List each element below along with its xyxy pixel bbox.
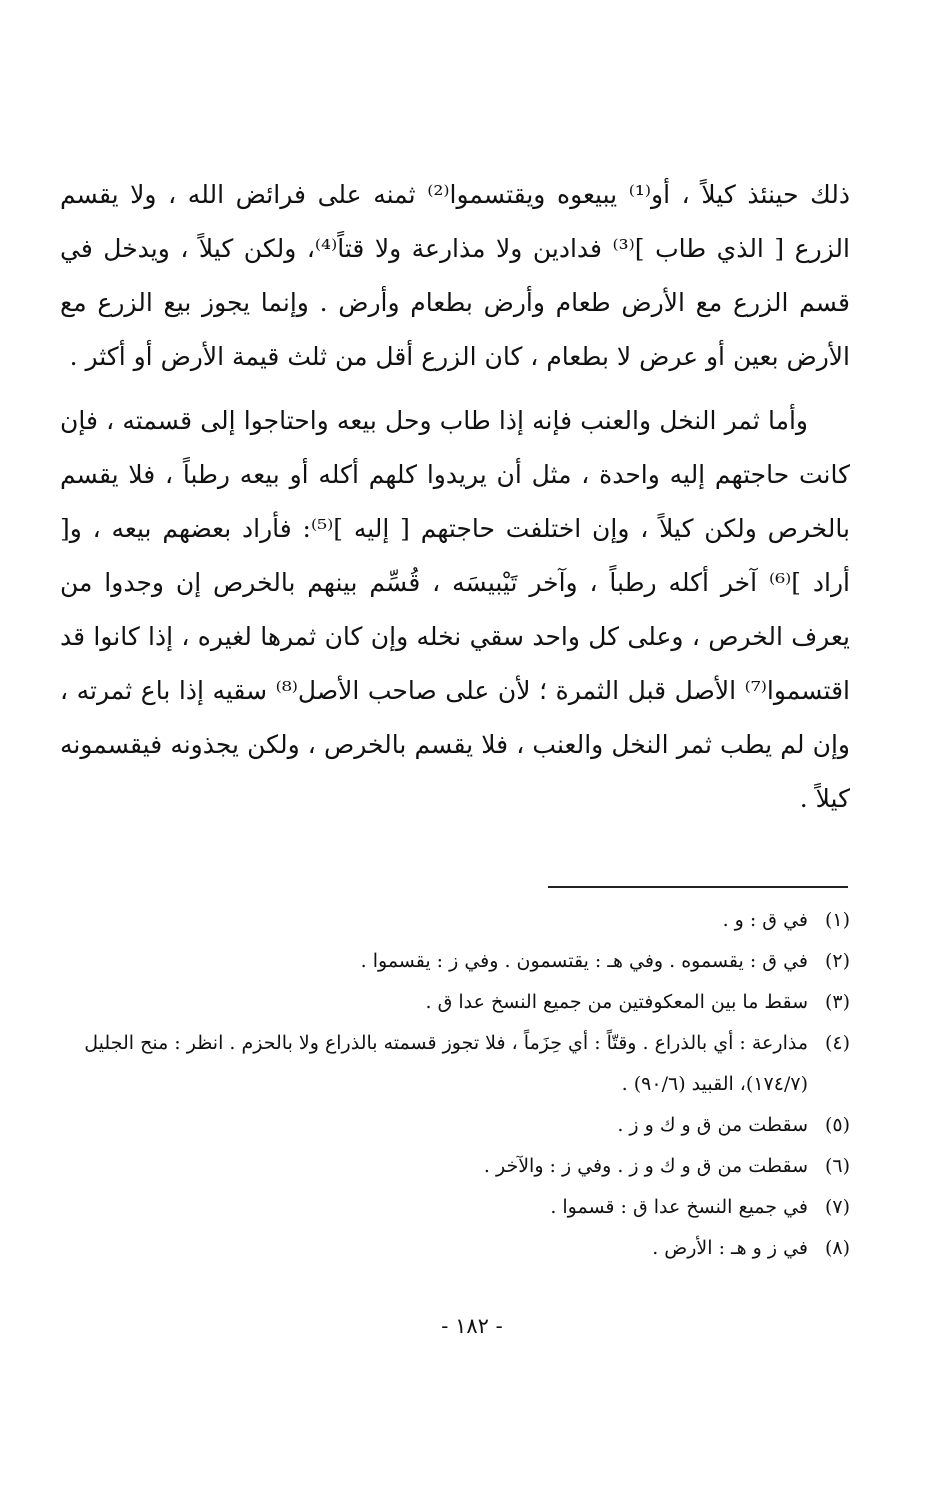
footnote-2 xyxy=(60,941,850,982)
footnote-text: سقطت من ق و ك و ز . وفي ز : والآخر . xyxy=(483,1155,808,1177)
footnote-number: (١) xyxy=(824,909,850,931)
footnote-number: (٥) xyxy=(824,1114,850,1136)
footnote-number: (٢) xyxy=(824,950,850,972)
footnote-number: (٧) xyxy=(824,1196,850,1218)
footnote-number: (٣) xyxy=(824,991,850,1013)
page-number: - ١٨٢ - xyxy=(441,1314,503,1338)
footnote-text: في ق : يقسموه . وفي هـ : يقتسمون . وفي ز : يقسموا . xyxy=(360,950,808,972)
footnote-5 xyxy=(60,1105,850,1146)
footnote-text: في ق : و . xyxy=(722,909,808,931)
footnote-separator xyxy=(548,886,848,888)
footnote-1 xyxy=(60,900,850,941)
main-text xyxy=(60,168,850,826)
footnote-7 xyxy=(60,1187,850,1228)
footnote-text: سقطت من ق و ك و ز . xyxy=(617,1114,808,1136)
footnote-number: (٦) xyxy=(824,1155,850,1177)
footnote-4 xyxy=(60,1023,850,1105)
footnote-text: في ز و هـ : الأرض . xyxy=(652,1237,808,1259)
footnote-number: (٤) xyxy=(824,1032,850,1054)
footnote-number: (٨) xyxy=(824,1237,850,1259)
footnotes xyxy=(60,900,850,1269)
footnote-6 xyxy=(60,1146,850,1187)
footnote-text: في جميع النسخ عدا ق : قسموا . xyxy=(550,1196,808,1218)
footnote-8 xyxy=(60,1228,850,1269)
footnote-text: سقط ما بين المعكوفتين من جميع النسخ عدا ق . xyxy=(425,991,808,1013)
footnote-text: مذارعة : أي بالذراع . وقتّاً : أي حِزَماً ، فلا تجوز قسمته بالذراع ولا بالحزم . انظر : منح الجليل (١٧٤/٧)، القبيد (٩٠/٦) . xyxy=(84,1032,808,1095)
paragraph-2: وأما ثمر النخل والعنب فإنه إذا طاب وحل بيعه واحتاجوا إلى قسمته ، فإن كانت حاجتهم إليه واحدة ، مثل أن يريدوا كلهم أكله أو بيعه رطباً ، فلا يقسم بالخرص ولكن كيلاً ، وإن اختلفت حاجتهم [ إليه ]⁽⁵⁾: فأراد بعضهم بيعه ، و[ أراد ]⁽⁶⁾ آخر أكله رطباً ، وآخر تَيْبيسَه ، قُسِّم بينهم بالخرص إن وجدوا من يعرف الخرص ، وعلى كل واحد سقي نخله وإن كان ثمرها لغيره ، إذا كانوا قد اقتسموا⁽⁷⁾ الأصل قبل الثمرة ؛ لأن على صاحب الأصل⁽⁸⁾ سقيه إذا باع ثمرته ، وإن لم يطب ثمر النخل والعنب ، فلا يقسم بالخرص ، ولكن يجذونه فيقسمونه كيلاً . xyxy=(60,406,851,813)
footnote-3 xyxy=(60,982,850,1023)
paragraph-1: ذلك حينئذ كيلاً ، أو⁽¹⁾ يبيعوه ويقتسموا⁽²⁾ ثمنه على فرائض الله ، ولا يقسم الزرع [ الذي طاب ]⁽³⁾ فدادين ولا مذارعة ولا قتاً⁽⁴⁾، ولكن كيلاً ، ويدخل في قسم الزرع مع الأرض طعام وأرض بطعام وأرض . وإنما يجوز بيع الزرع مع الأرض بعين أو عرض لا بطعام ، كان الزرع أقل من ثلث قيمة الأرض أو أكثر . xyxy=(60,180,850,371)
